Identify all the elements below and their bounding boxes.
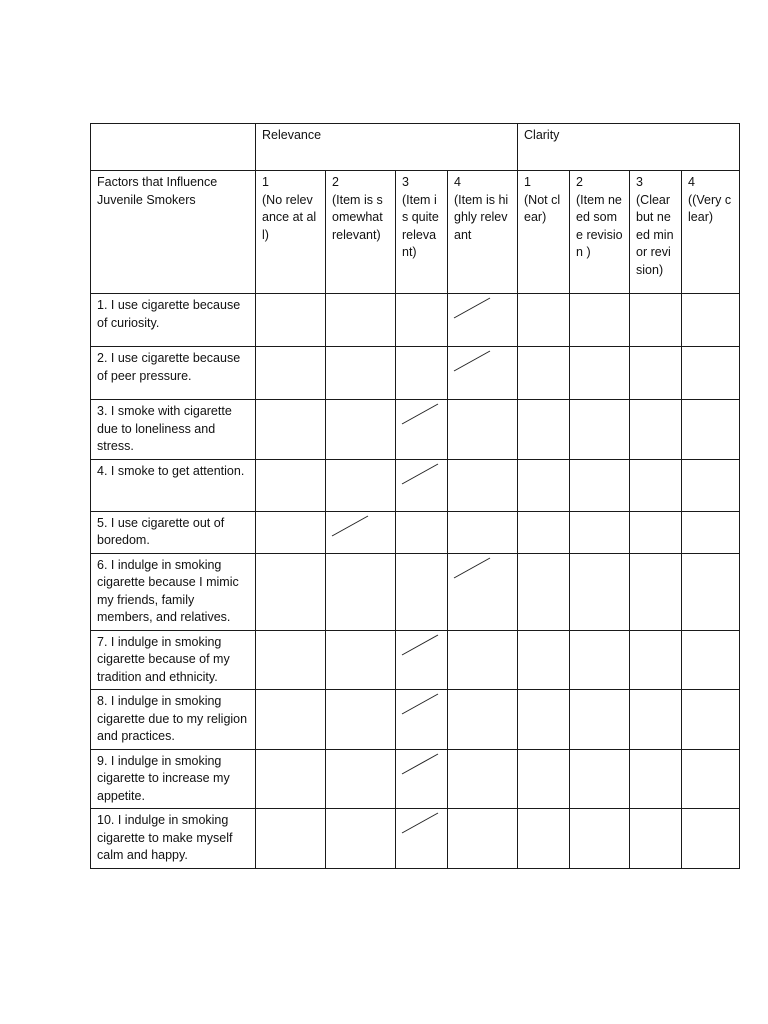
item-text: 8. I indulge in smoking cigarette due to my religion and practices.	[91, 690, 256, 750]
scale-num: 4	[688, 175, 695, 189]
relevance-cell-1[interactable]	[256, 400, 326, 460]
relevance-cell-4[interactable]	[448, 347, 518, 400]
relevance-cell-2[interactable]	[326, 690, 396, 750]
scale-desc: ((Very clear)	[688, 192, 732, 224]
factors-label: Factors that Influence Juvenile Smokers	[91, 171, 256, 294]
relevance-cell-1[interactable]	[256, 459, 326, 511]
check-mark-icon	[452, 556, 492, 582]
scale-num: 1	[524, 175, 531, 189]
relevance-cell-3[interactable]	[396, 630, 448, 690]
relevance-cell-3[interactable]	[396, 459, 448, 511]
relevance-cell-1[interactable]	[256, 511, 326, 553]
relevance-cell-4[interactable]	[448, 400, 518, 460]
clarity-cell-3[interactable]	[630, 294, 682, 347]
item-row	[91, 511, 740, 553]
clarity-cell-2[interactable]	[570, 630, 630, 690]
clarity-cell-2[interactable]	[570, 809, 630, 869]
clarity-cell-2[interactable]	[570, 294, 630, 347]
item-text: 7. I indulge in smoking cigarette because of my tradition and ethnicity.	[91, 630, 256, 690]
item-text: 4. I smoke to get attention.	[91, 459, 256, 511]
relevance-cell-4[interactable]	[448, 749, 518, 809]
clarity-cell-1[interactable]	[518, 459, 570, 511]
clarity-cell-3[interactable]	[630, 511, 682, 553]
clarity-scale-1	[518, 171, 570, 294]
clarity-cell-1[interactable]	[518, 347, 570, 400]
item-row	[91, 294, 740, 347]
clarity-cell-2[interactable]	[570, 400, 630, 460]
clarity-cell-2[interactable]	[570, 690, 630, 750]
clarity-cell-4[interactable]	[682, 630, 740, 690]
clarity-cell-4[interactable]	[682, 809, 740, 869]
scale-desc: (Clear but need minor revision)	[636, 192, 674, 277]
blank-header-cell	[91, 124, 256, 171]
item-row	[91, 347, 740, 400]
relevance-cell-1[interactable]	[256, 553, 326, 630]
check-mark-icon	[400, 462, 440, 488]
scale-num: 4	[454, 175, 461, 189]
relevance-cell-4[interactable]	[448, 690, 518, 750]
relevance-cell-4[interactable]	[448, 459, 518, 511]
scale-num: 3	[402, 175, 409, 189]
relevance-cell-1[interactable]	[256, 630, 326, 690]
scale-desc: (Not clear)	[524, 192, 561, 224]
item-row	[91, 630, 740, 690]
scale-desc: (Item is somewhat relevant)	[332, 192, 383, 242]
clarity-cell-4[interactable]	[682, 400, 740, 460]
clarity-cell-1[interactable]	[518, 553, 570, 630]
item-text: 3. I smoke with cigarette due to loneliness and stress.	[91, 400, 256, 460]
clarity-header: Clarity	[518, 124, 740, 171]
item-text: 9. I indulge in smoking cigarette to increase my appetite.	[91, 749, 256, 809]
scale-desc: (Item need some revision )	[576, 192, 623, 259]
relevance-scale-4	[448, 171, 518, 294]
item-text: 1. I use cigarette because of curiosity.	[91, 294, 256, 347]
clarity-cell-3[interactable]	[630, 809, 682, 869]
clarity-cell-4[interactable]	[682, 511, 740, 553]
relevance-cell-2[interactable]	[326, 400, 396, 460]
relevance-cell-3[interactable]	[396, 347, 448, 400]
clarity-scale-2	[570, 171, 630, 294]
clarity-cell-3[interactable]	[630, 553, 682, 630]
clarity-cell-4[interactable]	[682, 690, 740, 750]
clarity-cell-2[interactable]	[570, 749, 630, 809]
scale-num: 2	[332, 175, 339, 189]
item-row	[91, 459, 740, 511]
item-row	[91, 749, 740, 809]
item-text: 5. I use cigarette out of boredom.	[91, 511, 256, 553]
relevance-cell-4[interactable]	[448, 553, 518, 630]
check-mark-icon	[400, 692, 440, 718]
clarity-cell-1[interactable]	[518, 511, 570, 553]
clarity-cell-2[interactable]	[570, 459, 630, 511]
relevance-cell-1[interactable]	[256, 749, 326, 809]
check-mark-icon	[400, 811, 440, 837]
clarity-cell-3[interactable]	[630, 690, 682, 750]
relevance-cell-3[interactable]	[396, 511, 448, 553]
check-mark-icon	[400, 402, 440, 428]
clarity-cell-4[interactable]	[682, 459, 740, 511]
relevance-cell-3[interactable]	[396, 400, 448, 460]
relevance-cell-2[interactable]	[326, 511, 396, 553]
item-text: 6. I indulge in smoking cigarette because I mimic my friends, family members, and relatives.	[91, 553, 256, 630]
relevance-scale-1	[256, 171, 326, 294]
check-mark-icon	[452, 296, 492, 322]
clarity-cell-3[interactable]	[630, 749, 682, 809]
clarity-cell-1[interactable]	[518, 400, 570, 460]
relevance-cell-3[interactable]	[396, 294, 448, 347]
relevance-cell-1[interactable]	[256, 809, 326, 869]
clarity-cell-1[interactable]	[518, 690, 570, 750]
relevance-cell-2[interactable]	[326, 294, 396, 347]
clarity-cell-2[interactable]	[570, 553, 630, 630]
relevance-cell-4[interactable]	[448, 630, 518, 690]
relevance-cell-3[interactable]	[396, 749, 448, 809]
check-mark-icon	[330, 514, 370, 540]
relevance-cell-4[interactable]	[448, 511, 518, 553]
scale-num: 1	[262, 175, 269, 189]
clarity-cell-3[interactable]	[630, 630, 682, 690]
clarity-cell-1[interactable]	[518, 809, 570, 869]
clarity-cell-2[interactable]	[570, 511, 630, 553]
clarity-scale-4	[682, 171, 740, 294]
group-header-row	[91, 124, 740, 171]
clarity-cell-2[interactable]	[570, 347, 630, 400]
check-mark-icon	[400, 633, 440, 659]
relevance-cell-2[interactable]	[326, 749, 396, 809]
item-row	[91, 553, 740, 630]
clarity-cell-3[interactable]	[630, 347, 682, 400]
clarity-cell-1[interactable]	[518, 749, 570, 809]
relevance-cell-1[interactable]	[256, 347, 326, 400]
relevance-header: Relevance	[256, 124, 518, 171]
clarity-cell-4[interactable]	[682, 347, 740, 400]
relevance-cell-3[interactable]	[396, 690, 448, 750]
scale-header-row	[91, 171, 740, 294]
clarity-cell-3[interactable]	[630, 400, 682, 460]
scale-desc: (Item is quite relevant)	[402, 192, 439, 259]
item-row	[91, 690, 740, 750]
check-mark-icon	[452, 349, 492, 375]
clarity-cell-1[interactable]	[518, 630, 570, 690]
validation-table	[90, 123, 740, 869]
scale-num: 3	[636, 175, 643, 189]
relevance-cell-2[interactable]	[326, 459, 396, 511]
relevance-cell-3[interactable]	[396, 809, 448, 869]
clarity-scale-3	[630, 171, 682, 294]
relevance-cell-4[interactable]	[448, 809, 518, 869]
clarity-cell-4[interactable]	[682, 294, 740, 347]
relevance-cell-2[interactable]	[326, 347, 396, 400]
item-text: 2. I use cigarette because of peer pressure.	[91, 347, 256, 400]
relevance-scale-2	[326, 171, 396, 294]
item-row	[91, 809, 740, 869]
relevance-cell-3[interactable]	[396, 553, 448, 630]
scale-desc: (Item is highly relevant	[454, 192, 509, 242]
relevance-cell-1[interactable]	[256, 294, 326, 347]
relevance-cell-2[interactable]	[326, 809, 396, 869]
relevance-cell-1[interactable]	[256, 690, 326, 750]
relevance-cell-2[interactable]	[326, 630, 396, 690]
clarity-cell-1[interactable]	[518, 294, 570, 347]
relevance-cell-4[interactable]	[448, 294, 518, 347]
relevance-cell-2[interactable]	[326, 553, 396, 630]
clarity-cell-4[interactable]	[682, 749, 740, 809]
item-text: 10. I indulge in smoking cigarette to make myself calm and happy.	[91, 809, 256, 869]
item-row	[91, 400, 740, 460]
scale-desc: (No relevance at all)	[262, 192, 317, 242]
clarity-cell-4[interactable]	[682, 553, 740, 630]
relevance-scale-3	[396, 171, 448, 294]
clarity-cell-3[interactable]	[630, 459, 682, 511]
check-mark-icon	[400, 752, 440, 778]
scale-num: 2	[576, 175, 583, 189]
